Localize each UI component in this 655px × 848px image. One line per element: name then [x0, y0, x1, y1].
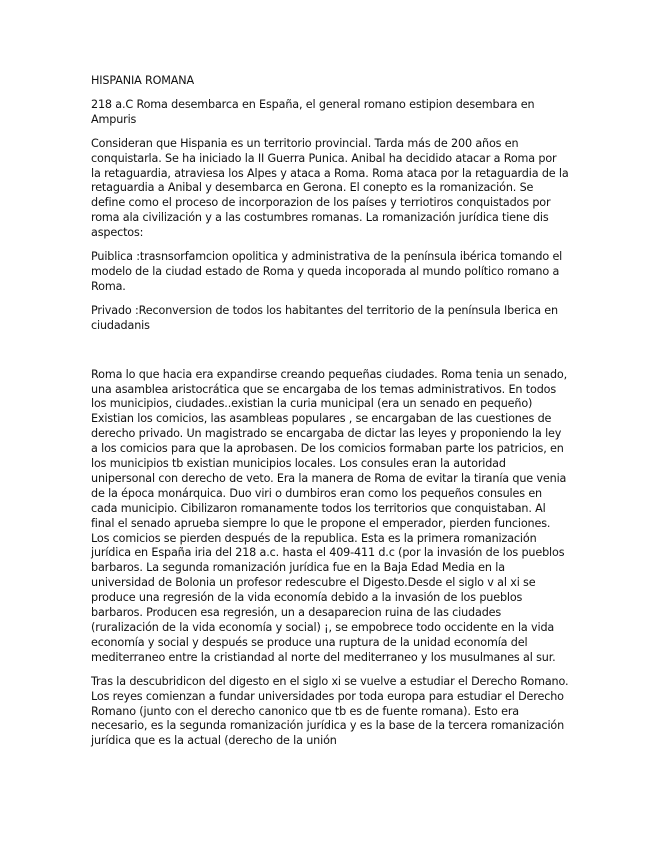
paragraph-roman-institutions: Roma lo que hacia era expandirse creando pequeñas ciudades. Roma tenia un senado, una asamblea aristocrática que se encargaba de los temas administrativos. En todos los municipios, ciudades..existian la curia municipal (era un senado en pequeño) Existian los comicios, las asambleas populares , se encargaban de las cuestiones de derecho privado. Un magistrado se encargaba de dictar las leyes y proponiendo la ley a los comicios para que la aprobasen. De los comicios formaban parte los patricios, en los municipios tb existian municipios locales. Los consules eran la autoridad unipersonal con derecho de veto. Era la manera de Roma de evitar la tiranía que venia de la época monárquica. Duo viri o dumbiros eran como los pequeños consules en cada municipio. Cibilizaron romanamente todos los territorios que conquistaban. Al final el senado aprueba siempre lo que le propone el emperador, pierden funciones. Los comicios se pierden después de la republica. Esta es la primera romanización jurídica en España iria del 218 a.c. hasta el 409-411 d.c (por la invasión de los pueblos barbaros. La segunda romanización jurídica fue en la Baja Edad Media en la universidad de Bolonia un profesor redescubre el Digesto.Desde el siglo v al xi se produce una regresión de la vida economía debido a la invasión de los pueblos barbaros. Producen esa regresión, un a desaparecion ruina de las ciudades (ruralización de la vida economía y social) ¡, se empobrece todo occidente en la vida economía y social y después se produce una ruptura de la unidad economía del mediterraneo entre la cristiandad al norte del mediterraneo y los musulmanes al sur.: [91, 367, 568, 664]
document-body: [91, 74, 569, 749]
paragraph-landing: 218 a.C Roma desembarca en España, el general romano estipion desembara en Ampuris: [91, 97, 535, 126]
paragraph-digest-rediscovery: Tras la descubridicon del digesto en el siglo xi se vuelve a estudiar el Derecho Romano. Los reyes comienzan a fundar universidades por toda europa para estudiar el Derecho Romano (junto con el derecho canonico que tb es de fuente romana). Esto era necesario, es la segunda romanización jurídica y es la base de la tercera romanización jurídica que es la actual (derecho de la unión: [91, 674, 569, 748]
paragraph-private-aspect: Privado :Reconversion de todos los habitantes del territorio de la península Iberica en ciudadanis: [91, 303, 558, 332]
document-title: HISPANIA ROMANA: [91, 74, 195, 87]
paragraph-public-aspect: Puiblica :trasnsorfamcion opolitica y administrativa de la península ibérica tomando el modelo de la ciudad estado de Roma y queda incoporada al mundo político romano a Roma.: [91, 250, 563, 293]
paragraph-romanization-intro: Consideran que Hispania es un territorio provincial. Tarda más de 200 años en conquistarla. Se ha iniciado la II Guerra Punica. Anibal ha decidido atacar a Roma por la retaguardia, atraviesa los Alpes y ataca a Roma. Roma ataca por la retaguardia de la retaguardia a Anibal y desembarca en Gerona. El conepto es la romanización. Se define como el proceso de incorporazion de los países y terriotiros conquistados por roma ala civilización y a las costumbres romanas. La romanización jurídica tiene dis aspectos:: [91, 136, 569, 240]
paragraph-spacer: [91, 343, 569, 368]
